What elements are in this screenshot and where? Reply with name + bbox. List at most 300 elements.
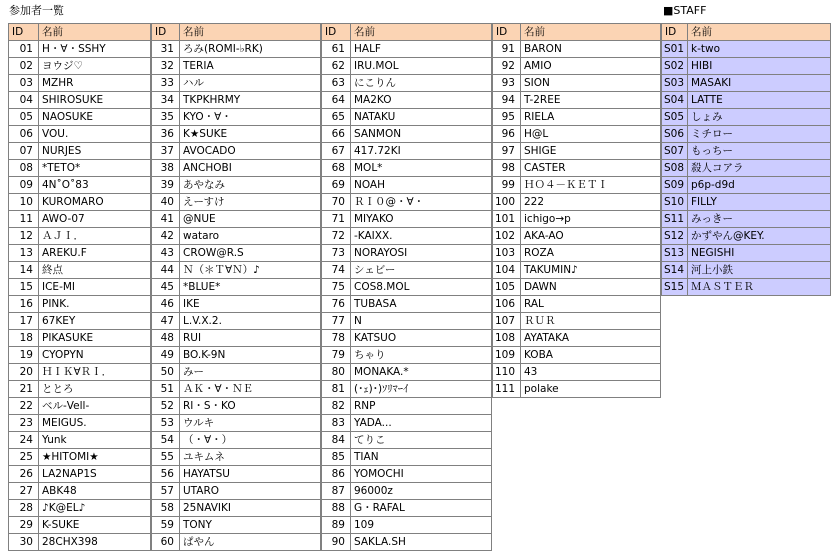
entry-name: ANCHOBI (180, 160, 321, 177)
participant-row (493, 75, 661, 92)
entry-name: @NUE (180, 211, 321, 228)
entry-id: 67 (322, 143, 351, 160)
participant-row (493, 211, 661, 228)
entry-id: 34 (152, 92, 180, 109)
entry-name: COS8.MOL (351, 279, 492, 296)
participant-row (493, 347, 661, 364)
entry-name: AYATAKA (521, 330, 661, 347)
participant-row (9, 143, 151, 160)
entry-name: ＨＩＫ∀ＲＩ． (39, 364, 151, 381)
entry-id: 44 (152, 262, 180, 279)
staff-row (662, 262, 831, 279)
entry-name: RUI (180, 330, 321, 347)
participant-row (493, 109, 661, 126)
entry-name: KOBA (521, 347, 661, 364)
staff-row (662, 126, 831, 143)
entry-name: ヨウジ♡ (39, 58, 151, 75)
entry-id: 08 (9, 160, 39, 177)
entry-id: 29 (9, 517, 39, 534)
entry-name: BO.K-9N (180, 347, 321, 364)
entry-name: YOMOCHI (351, 466, 492, 483)
participant-row (322, 92, 492, 109)
entry-name: シェビー (351, 262, 492, 279)
entry-name: 殺人コアラ (688, 160, 831, 177)
entry-name: AWO-07 (39, 211, 151, 228)
entry-id: 108 (493, 330, 521, 347)
entry-id: 104 (493, 262, 521, 279)
participant-row (152, 415, 321, 432)
entry-name: にこりん (351, 75, 492, 92)
entry-id: 96 (493, 126, 521, 143)
participant-row (9, 177, 151, 194)
participant-row (152, 41, 321, 58)
entry-name: ろみ(ROMI-♭RK) (180, 41, 321, 58)
participant-row (9, 500, 151, 517)
entry-name: MA2KO (351, 92, 492, 109)
entry-id: 19 (9, 347, 39, 364)
entry-id: 110 (493, 364, 521, 381)
entry-name: LA2NAP1S (39, 466, 151, 483)
staff-row (662, 143, 831, 160)
participant-row (322, 347, 492, 364)
entry-id: 04 (9, 92, 39, 109)
entry-id: 20 (9, 364, 39, 381)
participant-row (152, 211, 321, 228)
entry-id: S15 (662, 279, 688, 296)
entry-name: MOL* (351, 160, 492, 177)
entry-name: NATAKU (351, 109, 492, 126)
entry-name: SHIGE (521, 143, 661, 160)
entry-name: k-two (688, 41, 831, 58)
participant-row (322, 177, 492, 194)
entry-name: みっきー (688, 211, 831, 228)
entry-name: *BLUE* (180, 279, 321, 296)
entry-id: 54 (152, 432, 180, 449)
entry-name: TKPKHRMY (180, 92, 321, 109)
participant-row (322, 381, 492, 398)
entry-name: CYOPYN (39, 347, 151, 364)
entry-name: HALF (351, 41, 492, 58)
participant-row (152, 58, 321, 75)
entry-id: 42 (152, 228, 180, 245)
entry-id: 102 (493, 228, 521, 245)
staff-title: ■STAFF (663, 4, 707, 17)
participant-row (9, 126, 151, 143)
entry-name: YADA... (351, 415, 492, 432)
participant-table-4 (492, 23, 661, 398)
participant-row (493, 41, 661, 58)
entry-id: 53 (152, 415, 180, 432)
participant-row (493, 262, 661, 279)
entry-id: 09 (9, 177, 39, 194)
participant-row (9, 75, 151, 92)
entry-name: AREKU.F (39, 245, 151, 262)
entry-id: 109 (493, 347, 521, 364)
entry-name: MZHR (39, 75, 151, 92)
header-id: ID (493, 24, 521, 41)
participant-row (152, 517, 321, 534)
participant-row (493, 330, 661, 347)
entry-name: RAL (521, 296, 661, 313)
participant-row (9, 160, 151, 177)
entry-id: 83 (322, 415, 351, 432)
entry-id: 74 (322, 262, 351, 279)
entry-id: 103 (493, 245, 521, 262)
entry-name: 28CHX398 (39, 534, 151, 551)
entry-id: 90 (322, 534, 351, 551)
entry-name: IRU.MOL (351, 58, 492, 75)
entry-id: 16 (9, 296, 39, 313)
table-header-row (322, 24, 492, 41)
entry-name: PINK. (39, 296, 151, 313)
entry-id: 99 (493, 177, 521, 194)
entry-id: 39 (152, 177, 180, 194)
participant-table-1 (8, 23, 151, 551)
entry-name: SANMON (351, 126, 492, 143)
entry-name: 河上小鉄 (688, 262, 831, 279)
entry-name: AMIO (521, 58, 661, 75)
header-name: 名前 (688, 24, 831, 41)
entry-name: MONAKA.* (351, 364, 492, 381)
entry-name: 終点 (39, 262, 151, 279)
entry-id: 12 (9, 228, 39, 245)
participant-row (152, 92, 321, 109)
entry-id: 57 (152, 483, 180, 500)
entry-name: ＨＯ４－ＫＥＴＩ (521, 177, 661, 194)
participant-row (9, 245, 151, 262)
entry-id: 72 (322, 228, 351, 245)
entry-name: MEIGUS. (39, 415, 151, 432)
entry-name: TAKUMIN♪ (521, 262, 661, 279)
entry-id: S06 (662, 126, 688, 143)
entry-id: 14 (9, 262, 39, 279)
participant-table-3 (321, 23, 492, 551)
entry-name: TONY (180, 517, 321, 534)
participant-row (9, 449, 151, 466)
participant-row (9, 534, 151, 551)
participant-row (493, 92, 661, 109)
entry-name: -KAIXX. (351, 228, 492, 245)
participant-row (322, 160, 492, 177)
participant-row (9, 58, 151, 75)
participant-row (322, 58, 492, 75)
entry-name: CROW@R.S (180, 245, 321, 262)
participant-row (322, 296, 492, 313)
participant-row (152, 143, 321, 160)
participant-row (152, 483, 321, 500)
entry-id: S13 (662, 245, 688, 262)
entry-name: ハル (180, 75, 321, 92)
entry-name: ＲＩ０@・∀・ (351, 194, 492, 211)
table-header-row (662, 24, 831, 41)
participant-row (322, 449, 492, 466)
entry-name: polake (521, 381, 661, 398)
entry-name: ＡＫ・∀・ＮＥ (180, 381, 321, 398)
entry-id: 71 (322, 211, 351, 228)
entry-id: 63 (322, 75, 351, 92)
entry-name: H・∀・SSHY (39, 41, 151, 58)
entry-name: RIELA (521, 109, 661, 126)
entry-id: 87 (322, 483, 351, 500)
entry-name: BARON (521, 41, 661, 58)
entry-name: KATSUO (351, 330, 492, 347)
participant-table-2 (151, 23, 321, 551)
entry-name: RI・S・KO (180, 398, 321, 415)
entry-name: DAWN (521, 279, 661, 296)
participant-row (322, 432, 492, 449)
entry-id: 106 (493, 296, 521, 313)
entry-name: みー (180, 364, 321, 381)
entry-name: MASAKI (688, 75, 831, 92)
table-header-row (9, 24, 151, 41)
participant-row (152, 381, 321, 398)
entry-id: 77 (322, 313, 351, 330)
entry-name: KYO・∀・ (180, 109, 321, 126)
participant-row (9, 109, 151, 126)
entry-id: S10 (662, 194, 688, 211)
entry-name: LATTE (688, 92, 831, 109)
table-header-row (152, 24, 321, 41)
entry-name: RNP (351, 398, 492, 415)
entry-name: えーすけ (180, 194, 321, 211)
entry-id: 49 (152, 347, 180, 364)
entry-name: SAKLA.SH (351, 534, 492, 551)
entry-name: かずやん@KEY. (688, 228, 831, 245)
entry-id: 23 (9, 415, 39, 432)
participant-row (152, 449, 321, 466)
participant-row (152, 347, 321, 364)
entry-name: HIBI (688, 58, 831, 75)
entry-name: ＲＵＲ (521, 313, 661, 330)
participant-row (322, 245, 492, 262)
entry-id: 81 (322, 381, 351, 398)
staff-row (662, 279, 831, 296)
entry-name: KUROMARO (39, 194, 151, 211)
entry-id: 52 (152, 398, 180, 415)
entry-id: 65 (322, 109, 351, 126)
entry-id: 94 (493, 92, 521, 109)
entry-id: 07 (9, 143, 39, 160)
staff-row (662, 177, 831, 194)
participant-row (9, 381, 151, 398)
entry-id: 70 (322, 194, 351, 211)
entry-name: 25NAVIKI (180, 500, 321, 517)
entry-name: NOAH (351, 177, 492, 194)
header-name: 名前 (180, 24, 321, 41)
entry-id: 91 (493, 41, 521, 58)
entry-id: 35 (152, 109, 180, 126)
participant-row (322, 143, 492, 160)
entry-id: 86 (322, 466, 351, 483)
entry-id: 03 (9, 75, 39, 92)
entry-name: ABK48 (39, 483, 151, 500)
entry-name: しょみ (688, 109, 831, 126)
participant-row (152, 177, 321, 194)
entry-name: HAYATSU (180, 466, 321, 483)
participant-row (322, 415, 492, 432)
entry-id: 28 (9, 500, 39, 517)
participant-row (9, 92, 151, 109)
entry-name: 67KEY (39, 313, 151, 330)
entry-name: てりこ (351, 432, 492, 449)
participant-row (493, 381, 661, 398)
participant-row (493, 228, 661, 245)
participant-row (322, 126, 492, 143)
entry-id: 64 (322, 92, 351, 109)
staff-row (662, 92, 831, 109)
entry-id: 17 (9, 313, 39, 330)
entry-id: 92 (493, 58, 521, 75)
participant-row (322, 466, 492, 483)
entry-name: あやなみ (180, 177, 321, 194)
entry-name: ユキムネ (180, 449, 321, 466)
participant-row (152, 313, 321, 330)
entry-id: S09 (662, 177, 688, 194)
entry-id: 68 (322, 160, 351, 177)
entry-id: S14 (662, 262, 688, 279)
participant-row (322, 500, 492, 517)
participant-row (152, 330, 321, 347)
entry-id: S11 (662, 211, 688, 228)
entry-id: 30 (9, 534, 39, 551)
participant-row (322, 109, 492, 126)
entry-id: 36 (152, 126, 180, 143)
entry-id: 40 (152, 194, 180, 211)
entry-id: 43 (152, 245, 180, 262)
entry-name: ＡＪＩ． (39, 228, 151, 245)
entry-name: SHIROSUKE (39, 92, 151, 109)
participant-row (9, 432, 151, 449)
participant-row (9, 313, 151, 330)
entry-name: ♪K@EL♪ (39, 500, 151, 517)
participant-row (493, 194, 661, 211)
participant-row (9, 41, 151, 58)
entry-name: G・RAFAL (351, 500, 492, 517)
entry-name: IKE (180, 296, 321, 313)
participant-row (493, 296, 661, 313)
entry-id: 56 (152, 466, 180, 483)
entry-name: ととろ (39, 381, 151, 398)
participant-row (322, 313, 492, 330)
entry-name: N (351, 313, 492, 330)
participant-row (322, 330, 492, 347)
entry-name: ★HITOMI★ (39, 449, 151, 466)
entry-id: 58 (152, 500, 180, 517)
entry-id: 26 (9, 466, 39, 483)
header-id: ID (662, 24, 688, 41)
participant-row (152, 534, 321, 551)
entry-id: 78 (322, 330, 351, 347)
staff-row (662, 41, 831, 58)
entry-name: 4N˚O˚83 (39, 177, 151, 194)
table-header-row (493, 24, 661, 41)
entry-id: S03 (662, 75, 688, 92)
entry-id: 80 (322, 364, 351, 381)
entry-name: K-SUKE (39, 517, 151, 534)
entry-name: SION (521, 75, 661, 92)
entry-id: 45 (152, 279, 180, 296)
entry-id: 61 (322, 41, 351, 58)
entry-id: 33 (152, 75, 180, 92)
participant-row (9, 415, 151, 432)
entry-id: 97 (493, 143, 521, 160)
entry-id: 62 (322, 58, 351, 75)
entry-id: 95 (493, 109, 521, 126)
participants-title: 参加者一覧 (9, 4, 64, 17)
entry-id: 38 (152, 160, 180, 177)
entry-id: 47 (152, 313, 180, 330)
participant-row (9, 347, 151, 364)
entry-id: S04 (662, 92, 688, 109)
participant-row (9, 398, 151, 415)
staff-row (662, 211, 831, 228)
entry-id: S07 (662, 143, 688, 160)
entry-name: Yunk (39, 432, 151, 449)
participant-row (152, 228, 321, 245)
entry-id: 10 (9, 194, 39, 211)
participant-row (9, 262, 151, 279)
participant-row (322, 211, 492, 228)
entry-id: 27 (9, 483, 39, 500)
participant-row (152, 75, 321, 92)
entry-id: 59 (152, 517, 180, 534)
participant-row (9, 517, 151, 534)
entry-id: 82 (322, 398, 351, 415)
entry-name: AKA-AO (521, 228, 661, 245)
entry-id: 55 (152, 449, 180, 466)
header-id: ID (152, 24, 180, 41)
staff-row (662, 160, 831, 177)
entry-name: UTARO (180, 483, 321, 500)
entry-name: NURJES (39, 143, 151, 160)
entry-name: ROZA (521, 245, 661, 262)
participant-row (9, 364, 151, 381)
participant-row (152, 500, 321, 517)
participant-row (493, 364, 661, 381)
entry-id: 37 (152, 143, 180, 160)
header-id: ID (322, 24, 351, 41)
participant-row (9, 330, 151, 347)
entry-name: *TETO* (39, 160, 151, 177)
participant-row (9, 211, 151, 228)
entry-name: ICE-MI (39, 279, 151, 296)
entry-id: 66 (322, 126, 351, 143)
entry-name: FILLY (688, 194, 831, 211)
participant-row (493, 279, 661, 296)
participant-row (322, 398, 492, 415)
entry-name: PIKASUKE (39, 330, 151, 347)
participant-row (493, 143, 661, 160)
entry-id: S05 (662, 109, 688, 126)
entry-name: TUBASA (351, 296, 492, 313)
participant-row (322, 517, 492, 534)
entry-name: K★SUKE (180, 126, 321, 143)
entry-id: 41 (152, 211, 180, 228)
staff-row (662, 228, 831, 245)
entry-name: Ｎ（＊Ｔ∀Ｎ）♪ (180, 262, 321, 279)
participant-row (152, 432, 321, 449)
entry-id: S02 (662, 58, 688, 75)
header-id: ID (9, 24, 39, 41)
entry-id: 79 (322, 347, 351, 364)
participant-row (152, 126, 321, 143)
entry-id: 25 (9, 449, 39, 466)
entry-name: （・∀・） (180, 432, 321, 449)
entry-id: 107 (493, 313, 521, 330)
entry-name: MIYAKO (351, 211, 492, 228)
entry-name: AVOCADO (180, 143, 321, 160)
participant-row (9, 194, 151, 211)
